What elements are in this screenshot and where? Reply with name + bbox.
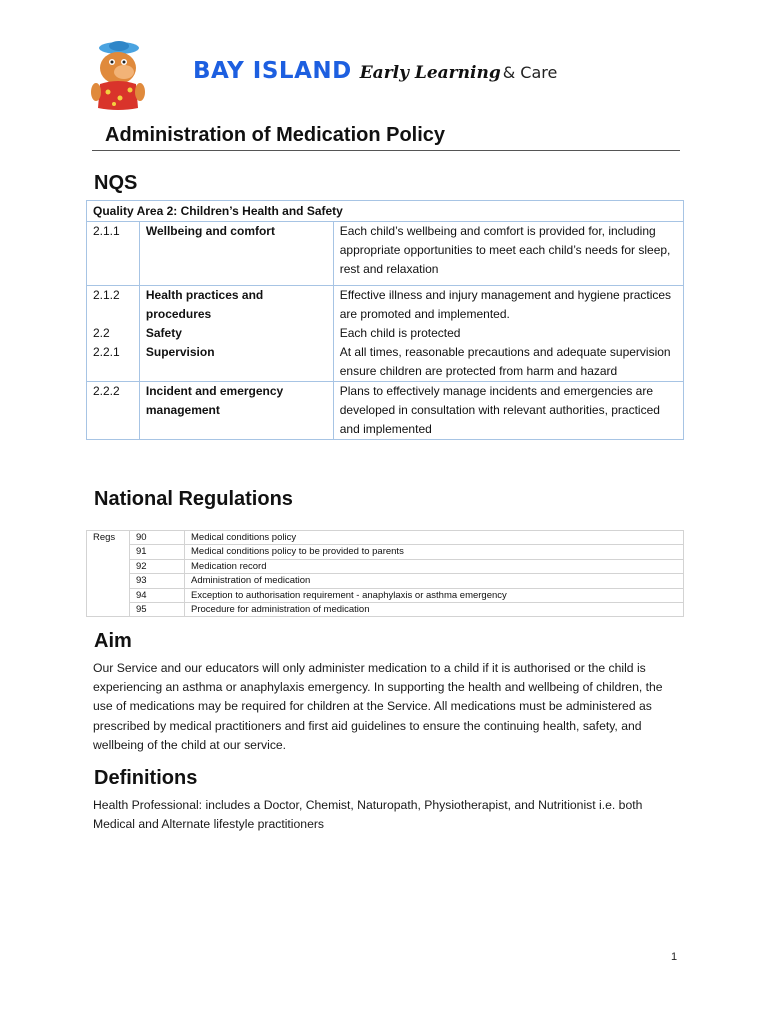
quality-area-cell: Quality Area 2: Children’s Health and Safety [87,201,684,222]
table-row [87,382,684,440]
page-title: Administration of Medication Policy [105,124,446,146]
nqs-heading: NQS [94,172,138,194]
table-row [87,343,684,382]
page-number: 1 [671,951,678,963]
brand-sub-text: Early Learning [359,63,501,83]
table-row [87,531,684,545]
nqs-code: 2.1.2 [87,286,140,325]
table-row [87,222,684,286]
nqs-element: Supervision [139,343,333,382]
nqs-element: Safety [139,324,333,343]
brand-care-text: & Care [502,63,558,82]
table-row [87,574,684,588]
definitions-heading: Definitions [94,767,198,789]
nqs-element: Incident and emergency management [139,382,333,440]
table-row [87,603,684,617]
reg-text: Exception to authorisation requirement - anaphylaxis or asthma emergency [185,588,684,602]
table-row [87,545,684,559]
nqs-code: 2.2 [87,324,140,343]
nqs-element: Health practices and procedures [139,286,333,325]
nqs-description: Each child is protected [333,324,683,343]
aim-heading: Aim [94,630,132,652]
regulations-heading: National Regulations [94,488,293,510]
regulations-table [86,530,684,617]
table-row [87,324,684,343]
nqs-code: 2.1.1 [87,222,140,286]
reg-number: 92 [130,559,185,573]
nqs-description: Effective illness and injury management and hygiene practices are promoted and implemented. [333,286,683,325]
reg-number: 95 [130,603,185,617]
brand-main-text: BAY ISLAND [193,58,352,84]
reg-number: 91 [130,545,185,559]
nqs-table [86,200,684,440]
nqs-description: At all times, reasonable precautions and adequate supervision ensure children are protected from harm and hazard [333,343,683,382]
table-row [87,559,684,573]
regs-label: Regs [87,531,130,617]
reg-number: 94 [130,588,185,602]
nqs-description: Plans to effectively manage incidents and emergencies are developed in consultation with relevant authorities, practiced and implemented [333,382,683,440]
title-divider [92,150,680,151]
reg-number: 93 [130,574,185,588]
table-row [87,286,684,325]
nqs-element: Wellbeing and comfort [139,222,333,286]
reg-text: Administration of medication [185,574,684,588]
nqs-code: 2.2.2 [87,382,140,440]
brand-name [193,58,557,84]
reg-text: Medical conditions policy to be provided to parents [185,545,684,559]
reg-text: Procedure for administration of medication [185,603,684,617]
cartoon-mascot-icon [86,40,150,112]
reg-number: 90 [130,531,185,545]
table-row [87,588,684,602]
table-row [87,201,684,222]
definitions-paragraph: Health Professional: includes a Doctor, Chemist, Naturopath, Physiotherapist, and Nutritionist i.e. both Medical and Alternate lifestyle practitioners [93,798,643,832]
reg-text: Medication record [185,559,684,573]
reg-text: Medical conditions policy [185,531,684,545]
nqs-description: Each child’s wellbeing and comfort is provided for, including appropriate opportunities to meet each child’s needs for sleep, rest and relaxation [333,222,683,286]
nqs-code: 2.2.1 [87,343,140,382]
aim-paragraph: Our Service and our educators will only administer medication to a child if it is authorised or the child is experiencing an asthma or anaphylaxis emergency. In supporting the health and wellbeing of children, the use of medications may be required for children at the Service. All medications must be administered as prescribed by medical practitioners and first aid guidelines to ensure the continuing health, safety, and wellbeing of the child at our service. [93,661,663,752]
